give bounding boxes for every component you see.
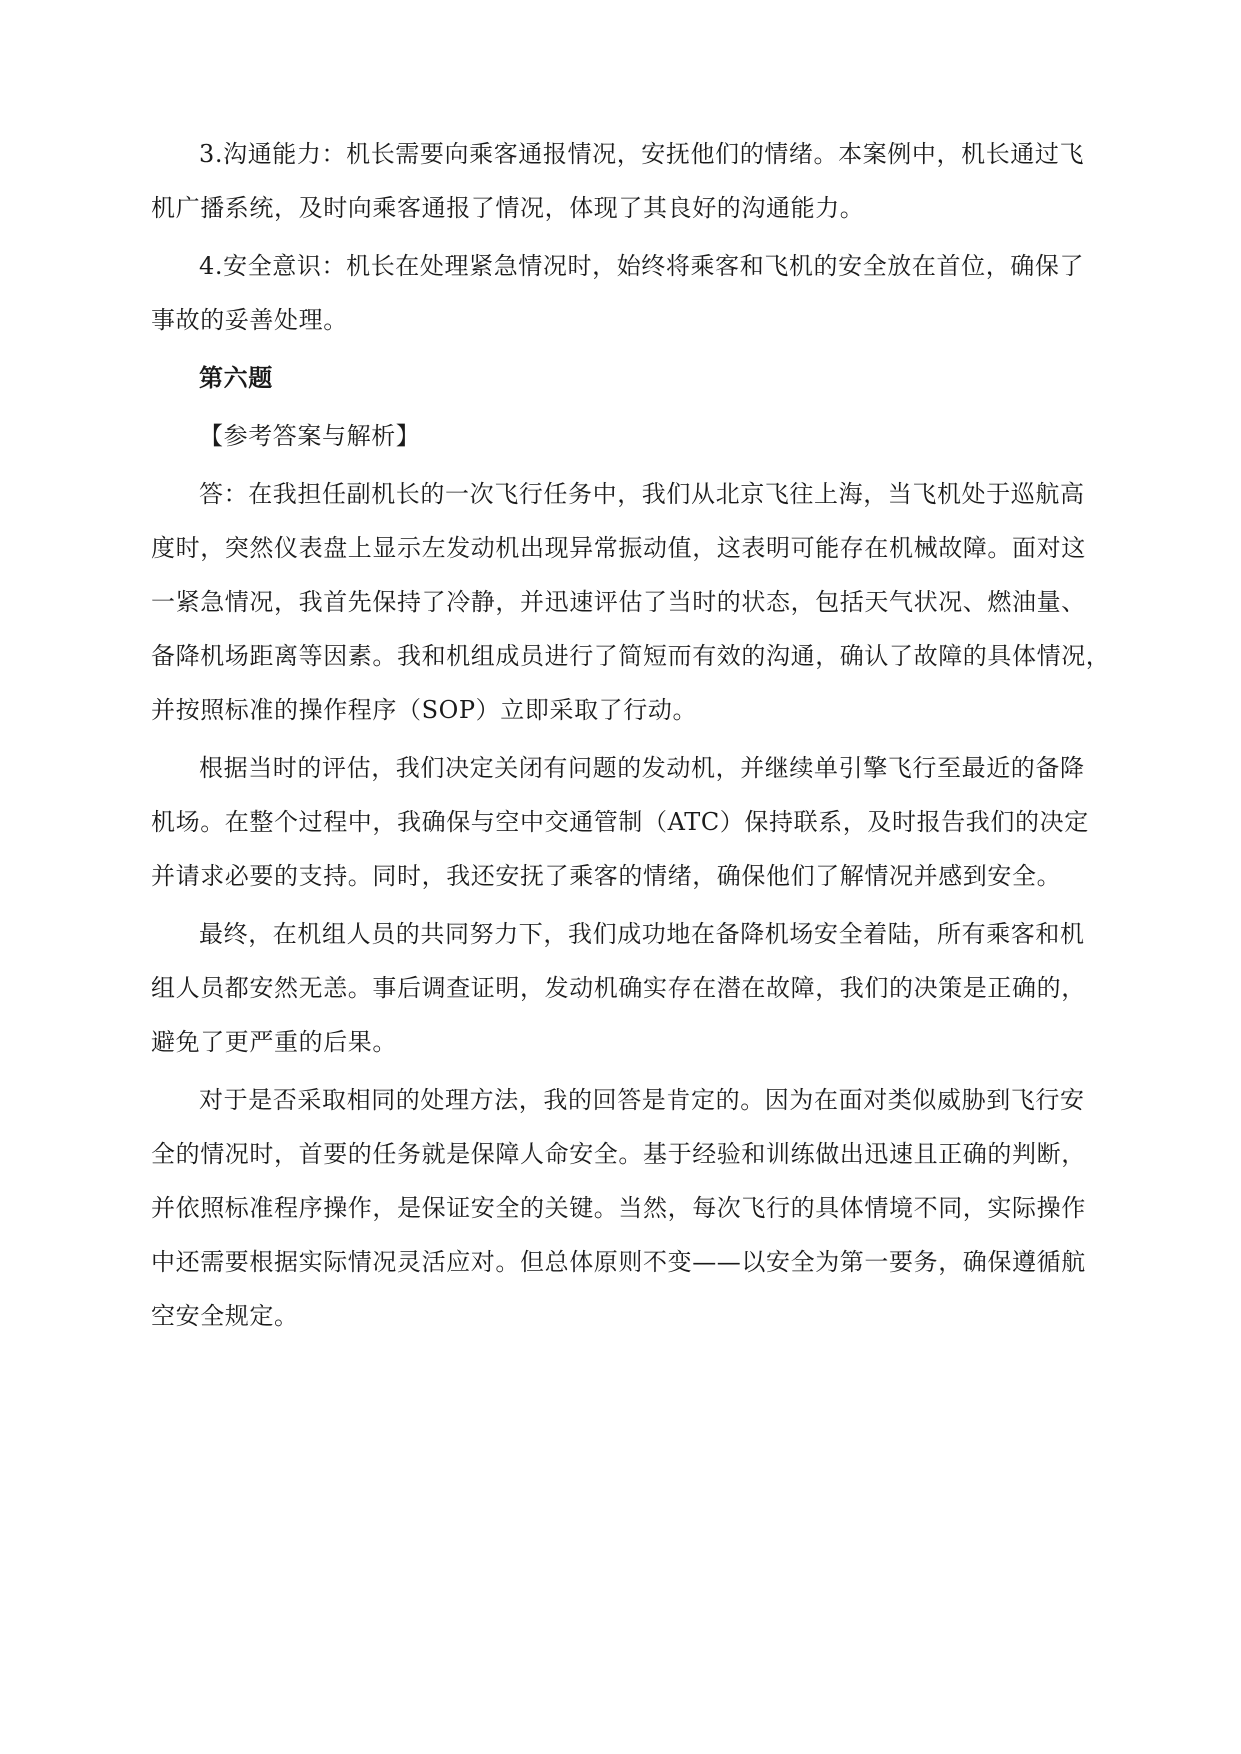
paragraph-6-line-1: 对于是否采取相同的处理方法，我的回答是肯定的。因为在面对类似威胁到飞行安 bbox=[199, 1086, 1085, 1114]
paragraph-5-line-2: 组人员都安然无恙。事后调查证明，发动机确实存在潜在故障，我们的决策是正确的， bbox=[151, 974, 1086, 1002]
paragraph-1-line-1: 3.沟通能力：机长需要向乘客通报情况，安抚他们的情绪。本案例中，机长通过飞 bbox=[199, 140, 1085, 168]
paragraph-1-line-2: 机广播系统，及时向乘客通报了情况，体现了其良好的沟通能力。 bbox=[151, 194, 865, 222]
paragraph-6-line-3: 并依照标准程序操作，是保证安全的关键。当然，每次飞行的具体情境不同，实际操作 bbox=[151, 1194, 1086, 1222]
paragraph-6-line-4: 中还需要根据实际情况灵活应对。但总体原则不变——以安全为第一要务，确保遵循航 bbox=[151, 1248, 1086, 1276]
section-heading: 第六题 bbox=[199, 363, 273, 392]
paragraph-4-line-1: 根据当时的评估，我们决定关闭有问题的发动机，并继续单引擎飞行至最近的备降 bbox=[199, 754, 1085, 782]
paragraph-3-line-3: 一紧急情况，我首先保持了冷静，并迅速评估了当时的状态，包括天气状况、燃油量、 bbox=[151, 588, 1086, 616]
paragraph-6-line-2: 全的情况时，首要的任务就是保障人命安全。基于经验和训练做出迅速且正确的判断， bbox=[151, 1140, 1086, 1168]
paragraph-3-line-1: 答：在我担任副机长的一次飞行任务中，我们从北京飞往上海，当飞机处于巡航高 bbox=[199, 480, 1085, 508]
paragraph-6-line-5: 空安全规定。 bbox=[151, 1302, 299, 1330]
paragraph-3-line-5: 并按照标准的操作程序（SOP）立即采取了行动。 bbox=[151, 696, 698, 724]
paragraph-4-line-2: 机场。在整个过程中，我确保与空中交通管制（ATC）保持联系，及时报告我们的决定 bbox=[151, 808, 1089, 836]
paragraph-2-line-2: 事故的妥善处理。 bbox=[151, 306, 348, 334]
paragraph-4-line-3: 并请求必要的支持。同时，我还安抚了乘客的情绪，确保他们了解情况并感到安全。 bbox=[151, 862, 1062, 890]
paragraph-5-line-1: 最终，在机组人员的共同努力下，我们成功地在备降机场安全着陆，所有乘客和机 bbox=[199, 920, 1085, 948]
reference-answer-label: 【参考答案与解析】 bbox=[199, 422, 421, 450]
paragraph-5-line-3: 避免了更严重的后果。 bbox=[151, 1028, 397, 1056]
paragraph-3-line-4: 备降机场距离等因素。我和机组成员进行了简短而有效的沟通，确认了故障的具体情况， bbox=[151, 642, 1111, 670]
paragraph-2-line-1: 4.安全意识：机长在处理紧急情况时，始终将乘客和飞机的安全放在首位，确保了 bbox=[199, 252, 1085, 280]
paragraph-3-line-2: 度时，突然仪表盘上显示左发动机出现异常振动值，这表明可能存在机械故障。面对这 bbox=[151, 534, 1086, 562]
